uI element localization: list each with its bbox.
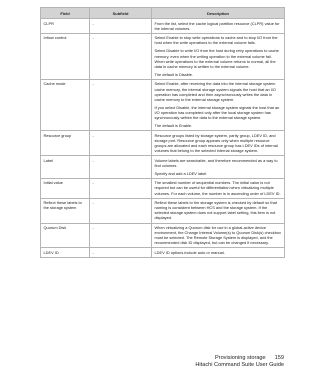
table-row [41,178,285,198]
field-cell: Label [41,156,90,179]
header-subfield: Subfield [90,8,152,19]
field-cell: CLPR [41,19,90,34]
subfield-cell: - [90,248,152,258]
subfield-cell: - [90,156,152,179]
header-field: Field [41,8,90,19]
table-row [41,248,285,258]
description-cell [152,131,285,156]
description-cell [152,79,285,130]
table-body [41,19,285,258]
description-paragraph: The default is Disable. [154,71,193,77]
description-cell [152,223,285,248]
field-cell: LDEV ID [41,248,90,258]
field-cell: Inflow control [41,33,90,79]
page-footer [195,355,284,369]
description-cell [152,156,285,179]
description-paragraph: Select Enable, after receiving the data into the internal storage system cache memory, the internal storage system signals the host that an I/O operation has completed and then asynchronously writes the data in cache memory to the external storage system. [154,81,276,102]
subfield-cell: - [90,131,152,156]
table-row [41,33,285,79]
table-row [41,223,285,248]
description-paragraph: Volume labels are searchable, and therefore recommended as a way to find volumes. [154,157,278,168]
field-cell: Quorum Disk [41,223,90,248]
description-paragraph: The smallest number of sequential numbers. The initial value is not required but can be useful for differentiation when virtualizing multiple volumes. For each volume, the number is in ascending order of LDEV ID. [154,180,281,196]
subfield-cell: - [90,33,152,79]
field-cell: Reflect these labels to the storage system [41,198,90,223]
description-cell [152,19,285,34]
description-paragraph: Reflect these labels to the storage system is checked by default so that naming is consistent between HCS and the storage system. If the selected storage system does not support label setting, this item is not displayed. [154,200,277,221]
description-cell [152,33,285,79]
page-number: 159 [274,355,284,361]
description-cell [152,178,285,198]
volume-settings-table [40,7,285,258]
description-paragraph: From the list, select the cache logical partition resource (CLPR) value for the internal volumes. [154,20,280,31]
description-paragraph: LDEV ID options include auto or manual. [154,249,225,255]
header-description: Description [152,8,285,19]
description-paragraph: When virtualizing a Quorum disk for use in a global-active device environment, the Change Internal Volume(s) to Quorum Disk(s) checkbox must be selected. The Remote Storage System is displayed, and the recommended disk ID displayed, but can be changed if necessary. [154,225,282,246]
table-row [41,198,285,223]
subfield-cell: - [90,198,152,223]
description-paragraph: Select Disable to write I/O from the host during retry operations to cache memory, even when the writing operation to the external volume fail. When write operations to the external volume returns to normal, all the data in cache memory is written to the external volume. [154,48,279,69]
subfield-cell: - [90,223,152,248]
description-paragraph: Select Enable to stop write operations to cache and to stop I/O from the host when the write operations to the external volume fails. [154,35,278,46]
table-row [41,19,285,34]
description-paragraph: Specify and add a LDEV label. [154,170,208,176]
field-cell: Initial value [41,178,90,198]
subfield-cell: - [90,178,152,198]
field-cell: Cache mode [41,79,90,130]
footer-section: Provisioning storage [214,355,266,361]
description-paragraph: The default is Enable. [154,123,193,129]
description-cell [152,248,285,258]
table-row [41,131,285,156]
table-row [41,79,285,130]
subfield-cell: - [90,19,152,34]
table-row [41,156,285,179]
footer-guide-title: Hitachi Command Suite User Guide [195,362,284,368]
description-paragraph: If you select Disable, the internal storage system signals the host that an I/O operation has completed only after the local storage system has synchronously written the data to the external storage system. [154,104,280,120]
subfield-cell: - [90,79,152,130]
description-paragraph: Resource groups listed by storage system, parity group, LDEV ID, and storage port. Resource group appears only when multiple resource groups are allocated and each resource group has LDEV IDs of internal volumes that belong to the selected internal storage system. [154,132,278,153]
table-header-row [41,8,285,19]
description-cell [152,198,285,223]
field-cell: Resource group [41,131,90,156]
